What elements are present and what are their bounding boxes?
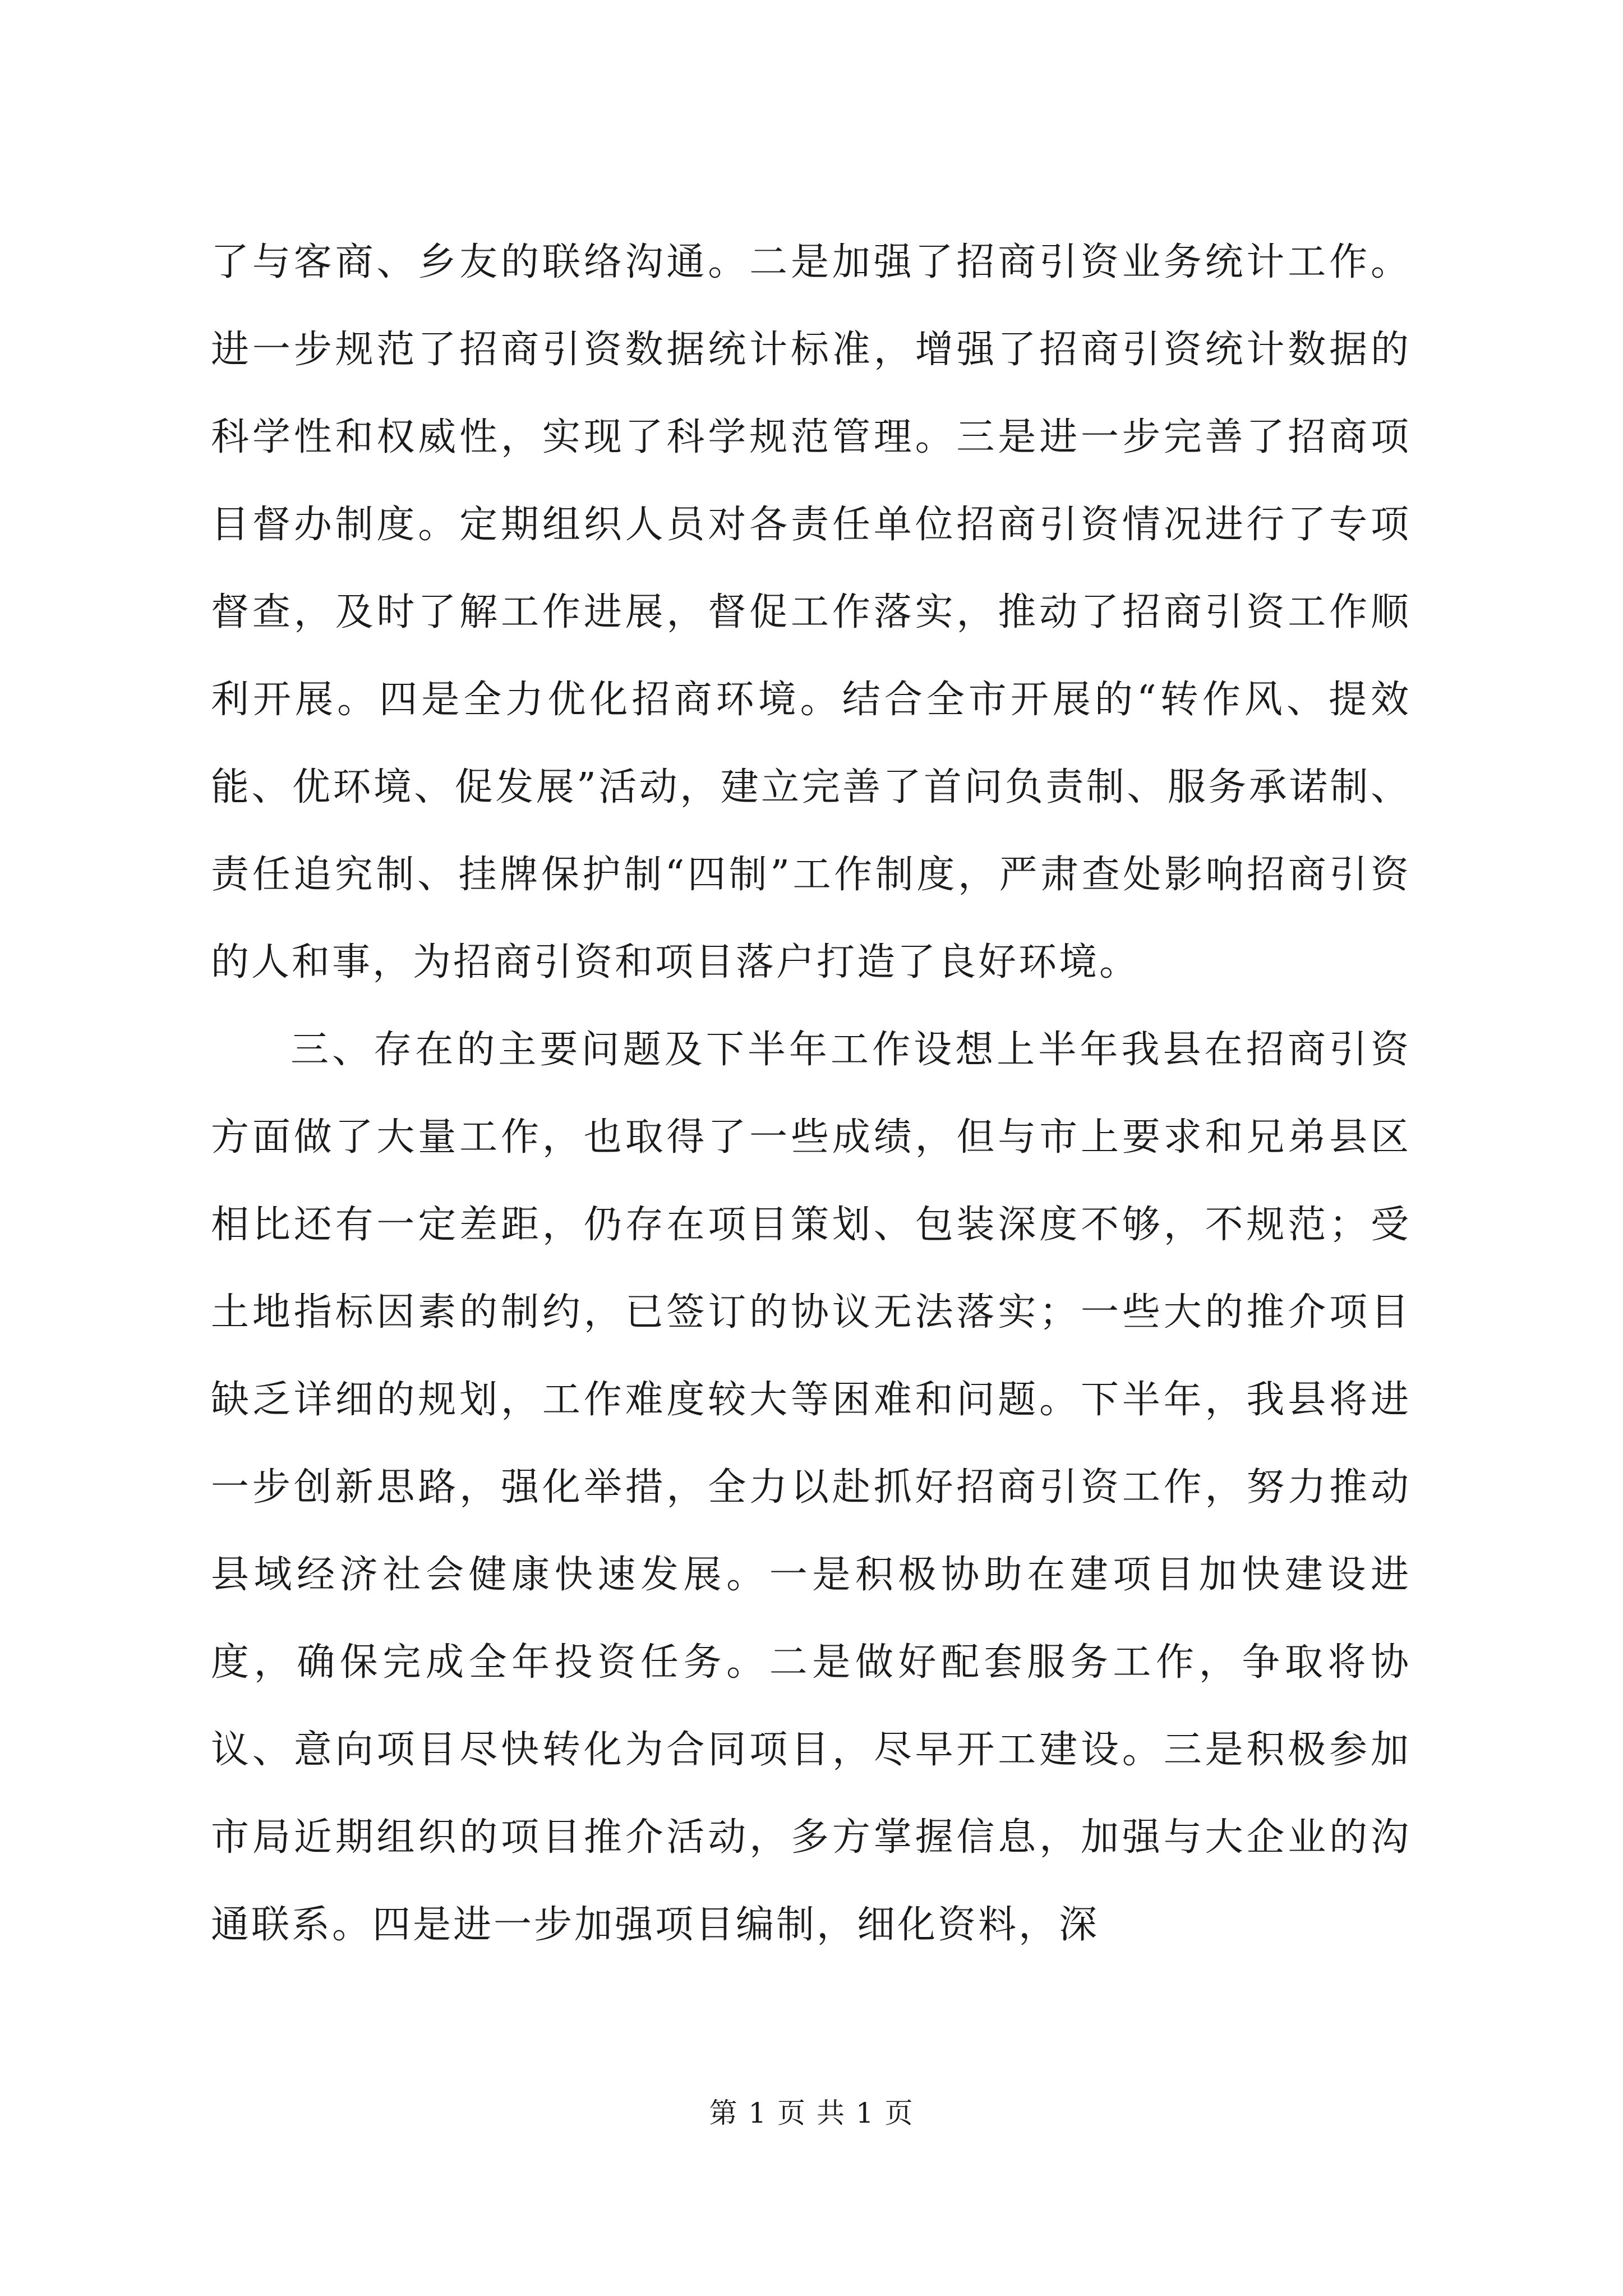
document-body [211,219,1411,1969]
page-footer: 第 1 页 共 1 页 [709,2097,914,2129]
paragraph-section-three: 三、存在的主要问题及下半年工作设想上半年我县在招商引资方面做了大量工作，也取得了一些成绩，但与市上要求和兄弟县区相比还有一定差距，仍存在项目策划、包装深度不够，不规范；受土地指标因素的制约，已签订的协议无法落实；一些大的推介项目缺乏详细的规划，工作难度较大等困难和问题。下半年，我县将进一步创新思路，强化举措，全力以赴抓好招商引资工作，努力推动县域经济社会健康快速发展。一是积极协助在建项目加快建设进度，确保完成全年投资任务。二是做好配套服务工作，争取将协议、意向项目尽快转化为合同项目，尽早开工建设。三是积极参加市局近期组织的项目推介活动，多方掌握信息，加强与大企业的沟通联系。四是进一步加强项目编制，细化资料，深 [211,1028,1411,1947]
paragraph-continuation: 了与客商、乡友的联络沟通。二是加强了招商引资业务统计工作。进一步规范了招商引资数据统计标准，增强了招商引资统计数据的科学性和权威性，实现了科学规范管理。三是进一步完善了招商项目督办制度。定期组织人员对各责任单位招商引资情况进行了专项督查，及时了解工作进展，督促工作落实，推动了招商引资工作顺利开展。四是全力优化招商环境。结合全市开展的“转作风、提效能、优环境、促发展”活动，建立完善了首问负责制、服务承诺制、责任追究制、挂牌保护制“四制”工作制度，严肃查处影响招商引资的人和事，为招商引资和项目落户打造了良好环境。 [211,240,1411,984]
